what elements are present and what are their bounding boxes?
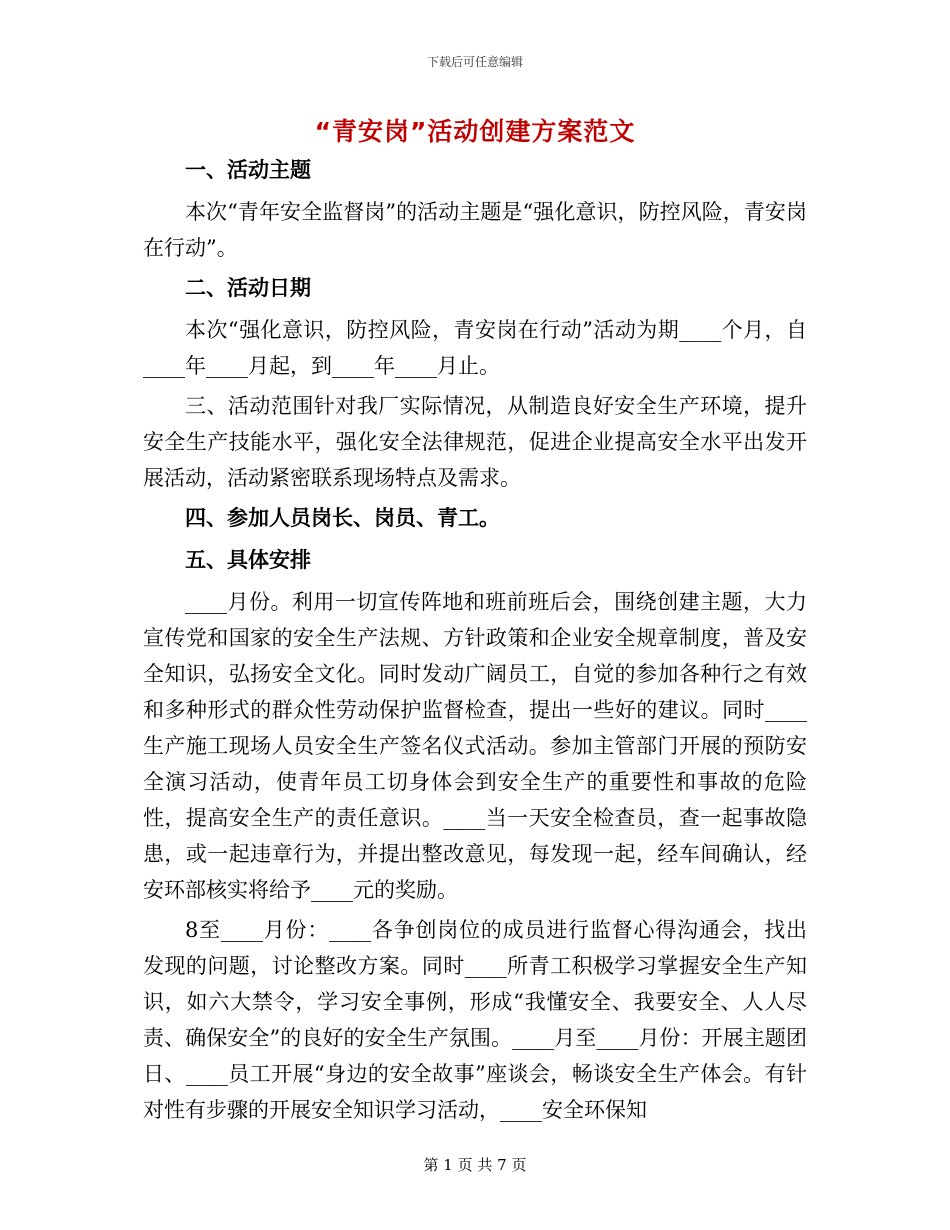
paragraph-scope: 三、活动范围针对我厂实际情况，从制造良好安全生产环境，提升安全生产技能水平，强化安全法律规范，促进企业提高安全水平出发开展活动，活动紧密联系现场特点及需求。 [143, 394, 807, 490]
section-heading-theme: 一、活动主题 [185, 158, 311, 182]
document-title: “青安岗”活动创建方案范文 [314, 117, 636, 146]
paragraph-arrangement-2: 8至____月份：____各争创岗位的成员进行监督心得沟通会，找出发现的问题，讨论整改方案。同时____所青工积极学习掌握安全生产知识，如六大禁令，学习安全事例，形成“我懂安全、我要安全、人人尽责、确保安全”的良好的安全生产氛围。____月至____月份：开展主题团日、____员工开展“身边的安全故事”座谈会，畅谈安全生产体会。有针对性有步骤的开展安全知识学习活动，____安全环保知 [143, 918, 807, 1122]
paragraph-theme: 本次“青年安全监督岗”的活动主题是“强化意识，防控风险，青安岗在行动”。 [143, 200, 807, 260]
section-heading-participants: 四、参加人员岗长、岗员、青工。 [185, 506, 500, 530]
section-heading-date: 二、活动日期 [185, 276, 311, 300]
document-body [143, 152, 807, 1132]
paragraph-arrangement-1: ____月份。利用一切宣传阵地和班前班后会，围绕创建主题，大力宣传党和国家的安全生产法规、方针政策和企业安全规章制度，普及安全知识，弘扬安全文化。同时发动广阔员工，自觉的参加各种行之有效和多种形式的群众性劳动保护监督检查，提出一些好的建议。同时____生产施工现场人员安全生产签名仪式活动。参加主管部门开展的预防安全演习活动，使青年员工切身体会到安全生产的重要性和事故的危险性，提高安全生产的责任意识。____当一天安全检查员，查一起事故隐患，或一起违章行为，并提出整改意见，每发现一起，经车间确认，经安环部核实将给予____元的奖励。 [143, 590, 807, 902]
page-header-note: 下载后可任意编辑 [426, 55, 523, 69]
section-heading-arrangement: 五、具体安排 [185, 548, 311, 572]
page-number-footer: 第 1 页 共 7 页 [423, 1156, 527, 1174]
paragraph-date: 本次“强化意识，防控风险，青安岗在行动”活动为期____个月，自____年____月起，到____年____月止。 [143, 318, 807, 378]
